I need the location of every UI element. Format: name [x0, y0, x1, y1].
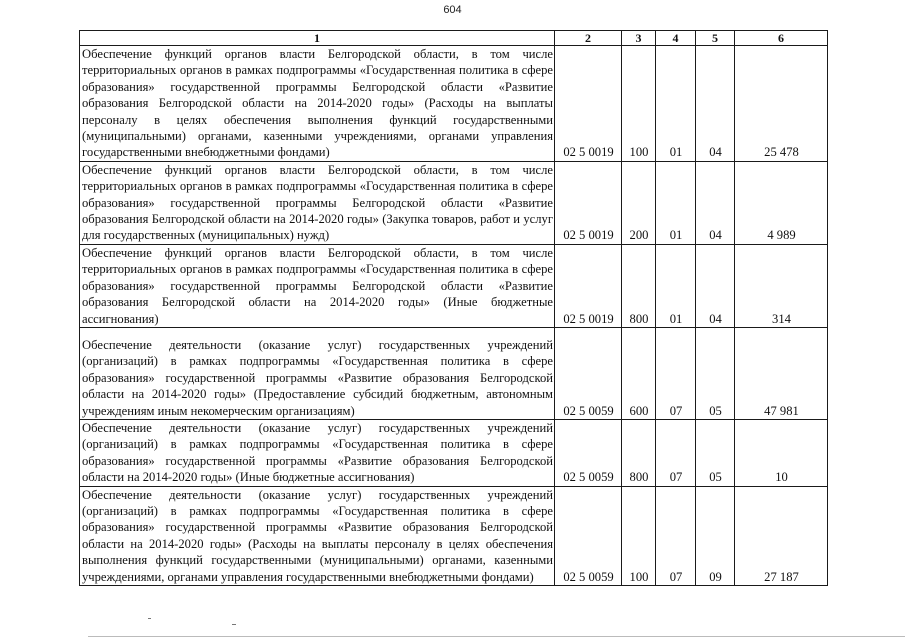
row-subsection: 04: [696, 46, 735, 162]
row-section: 01: [656, 161, 696, 244]
row-target-code: 02 5 0059: [555, 327, 622, 419]
table-row: [80, 327, 828, 419]
row-target-code: 02 5 0019: [555, 46, 622, 162]
row-amount: 27 187: [735, 486, 828, 585]
row-description: Обеспечение деятельности (оказание услуг) государственных учреждений (организаций) в рамках подпрограммы «Государственная политика в сфере образования» государственной программы «Развитие образования Белгородской области на 2014-2020 годы» (Расходы на выплаты персоналу в целях обеспечения выполнения функций государственными (муниципальными) органами, казенными учреждениями, органами управления государственными внебюджетными фондами): [80, 486, 555, 585]
row-amount: 47 981: [735, 327, 828, 419]
row-expense-type: 800: [622, 244, 656, 327]
row-amount: 10: [735, 419, 828, 486]
column-header-amount: 6: [735, 31, 828, 46]
row-subsection: 04: [696, 161, 735, 244]
column-header-target: 2: [555, 31, 622, 46]
row-description: Обеспечение деятельности (оказание услуг) государственных учреждений (организаций) в рамках подпрограммы «Государственная политика в сфере образования» государственной программы «Развитие образования Белгородской области на 2014-2020 годы» (Предоставление субсидий бюджетным, автономным учреждениям иным некомерческим организациям): [80, 327, 555, 419]
row-expense-type: 100: [622, 46, 656, 162]
row-amount: 25 478: [735, 46, 828, 162]
table-header-row: [80, 31, 828, 46]
row-subsection: 05: [696, 419, 735, 486]
table-row: [80, 486, 828, 585]
row-section: 07: [656, 486, 696, 585]
row-expense-type: 600: [622, 327, 656, 419]
row-subsection: 05: [696, 327, 735, 419]
row-expense-type: 200: [622, 161, 656, 244]
row-target-code: 02 5 0059: [555, 486, 622, 585]
row-section: 07: [656, 419, 696, 486]
row-subsection: 09: [696, 486, 735, 585]
row-section: 01: [656, 244, 696, 327]
row-description: Обеспечение функций органов власти Белгородской области, в том числе территориальных органов в рамках подпрограммы «Государственная политика в сфере образования» государственной программы Белгородской области «Развитие образования Белгородской области на 2014-2020 годы» (Расходы на выплаты персоналу в целях обеспечения выполнения функций государственными (муниципальными) органами, казенными учреждениями, органами управления государственными внебюджетными фондами): [80, 46, 555, 162]
scan-edge-line: [88, 636, 905, 637]
table-row: [80, 419, 828, 486]
table-row: [80, 46, 828, 162]
page-number: 604: [443, 4, 462, 16]
row-subsection: 04: [696, 244, 735, 327]
row-section: 01: [656, 46, 696, 162]
row-target-code: 02 5 0019: [555, 244, 622, 327]
column-header-type: 3: [622, 31, 656, 46]
row-target-code: 02 5 0019: [555, 161, 622, 244]
row-amount: 4 989: [735, 161, 828, 244]
table-row: [80, 161, 828, 244]
row-section: 07: [656, 327, 696, 419]
row-expense-type: 100: [622, 486, 656, 585]
budget-table: [79, 30, 828, 586]
row-target-code: 02 5 0059: [555, 419, 622, 486]
table-row: [80, 244, 828, 327]
scan-mark: [148, 618, 151, 619]
column-header-subsection: 5: [696, 31, 735, 46]
scan-mark: [232, 624, 236, 625]
row-amount: 314: [735, 244, 828, 327]
row-description: Обеспечение функций органов власти Белгородской области, в том числе территориальных органов в рамках подпрограммы «Государственная политика в сфере образования» государственной программы Белгородской области «Развитие образования Белгородской области на 2014-2020 годы» (Закупка товаров, работ и услуг для государственных (муниципальных) нужд): [80, 161, 555, 244]
row-expense-type: 800: [622, 419, 656, 486]
column-header-section: 4: [656, 31, 696, 46]
column-header-description: 1: [80, 31, 555, 46]
row-description: Обеспечение функций органов власти Белгородской области, в том числе территориальных органов в рамках подпрограммы «Государственная политика в сфере образования» государственной программы Белгородской области «Развитие образования Белгородской области на 2014-2020 годы» (Иные бюджетные ассигнования): [80, 244, 555, 327]
row-description: Обеспечение деятельности (оказание услуг) государственных учреждений (организаций) в рамках подпрограммы «Государственная политика в сфере образования» государственной программы «Развитие образования Белгородской области на 2014-2020 годы» (Иные бюджетные ассигнования): [80, 419, 555, 486]
